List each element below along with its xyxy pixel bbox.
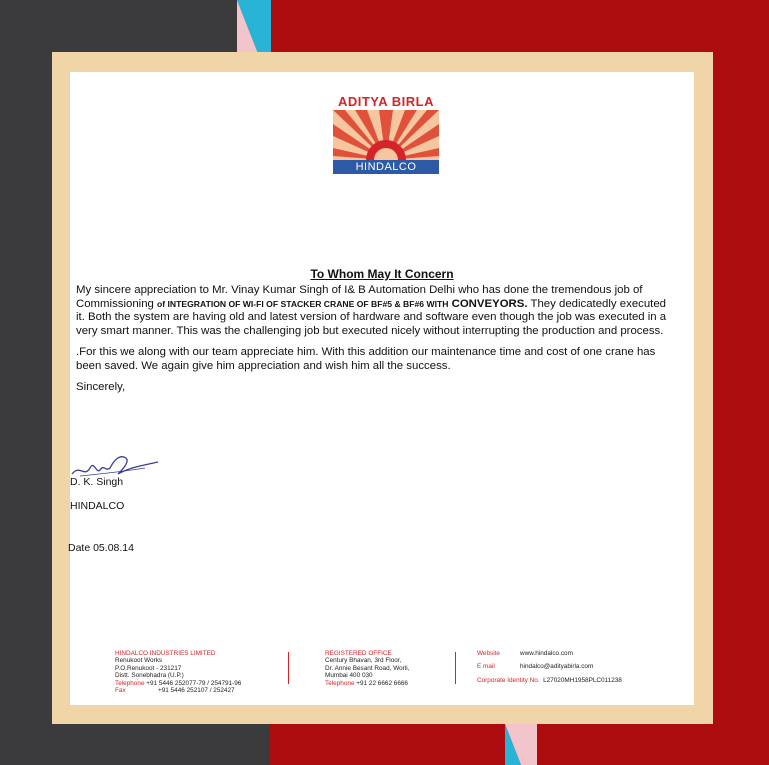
logo-brand-text: ADITYA BIRLA [337, 94, 435, 109]
footer-works-line: Renukoot Works [115, 657, 163, 665]
para1-conveyors: CONVEYORS. [451, 297, 528, 310]
footer-company-name: HINDALCO INDUSTRIES LIMITED [115, 650, 216, 657]
closing: Sincerely, [76, 381, 126, 393]
footer-works-line: Distt. Sonebhadra (U.P.) [115, 672, 184, 680]
footer-tel: +91 5446 252077-79 / 254791-96 [146, 679, 242, 687]
footer-fax: +91 5446 252107 / 252427 [158, 687, 235, 695]
footer-reg-tel: +91 22 6662 6666 [356, 679, 408, 687]
footer-website-link: www.hindalco.com [520, 650, 573, 657]
para1-end: They dedicatedly executed it. Both the system are having old and latest version of hardware and software even though the job was executed in a very smart manner. This was the challenging job but executed nicely without interrupting the production and process. [76, 297, 667, 337]
rising-sun-icon [333, 110, 439, 160]
footer-contact [477, 650, 622, 684]
footer-registered-office [325, 650, 409, 687]
logo-hindalco-band: HINDALCO [333, 160, 439, 174]
footer-cin-label: Corporate Identity No. [477, 676, 540, 684]
footer-tel-label: Telephone [115, 679, 145, 687]
paragraph-1 [76, 284, 672, 338]
footer-reg-line: Dr. Annie Besant Road, Worli, [325, 664, 410, 672]
para1-project: of INTEGRATION OF WI-FI OF STACKER CRANE OF BF#5 & BF#6 WITH [157, 298, 449, 309]
para1-start: My sincere appreciation to Mr. Vinay Kumar Singh of I& B Automation Delhi who has done the tremendous job of Commissioning [76, 284, 643, 310]
footer-fax-label: Fax [115, 687, 126, 695]
footer-divider [455, 652, 456, 684]
footer-reg-title: REGISTERED OFFICE [325, 650, 392, 657]
paragraph-2: .For this we along with our team appreciate him. With this addition our maintenance time and cost of one crane has been saved. We again give him appreciation and wish him all the success. [76, 346, 656, 372]
footer-reg-line: Century Bhavan, 3rd Floor, [325, 657, 402, 665]
footer-divider [288, 652, 289, 684]
aditya-birla-logo [333, 94, 439, 174]
footer-reg-line: Mumbai 400 030 [325, 672, 373, 680]
footer-web-label: Website [477, 650, 500, 657]
letter-body [76, 284, 672, 403]
signer-name: D. K. Singh [70, 476, 124, 488]
footer-works-line: P.O.Renukoot - 231217 [115, 664, 182, 672]
footer-email-link: hindalco@adityabirla.com [520, 663, 594, 671]
signer-company: HINDALCO [70, 500, 125, 512]
letter-date: Date 05.08.14 [68, 542, 134, 554]
footer-reg-tel-label: Telephone [325, 679, 355, 687]
footer-works-address [115, 650, 241, 694]
footer-email-label: E mail [477, 663, 495, 671]
letter-title: To Whom May It Concern [310, 267, 454, 281]
footer-cin: L27020MH1958PLC011238 [543, 676, 622, 684]
letter-document [70, 72, 694, 705]
